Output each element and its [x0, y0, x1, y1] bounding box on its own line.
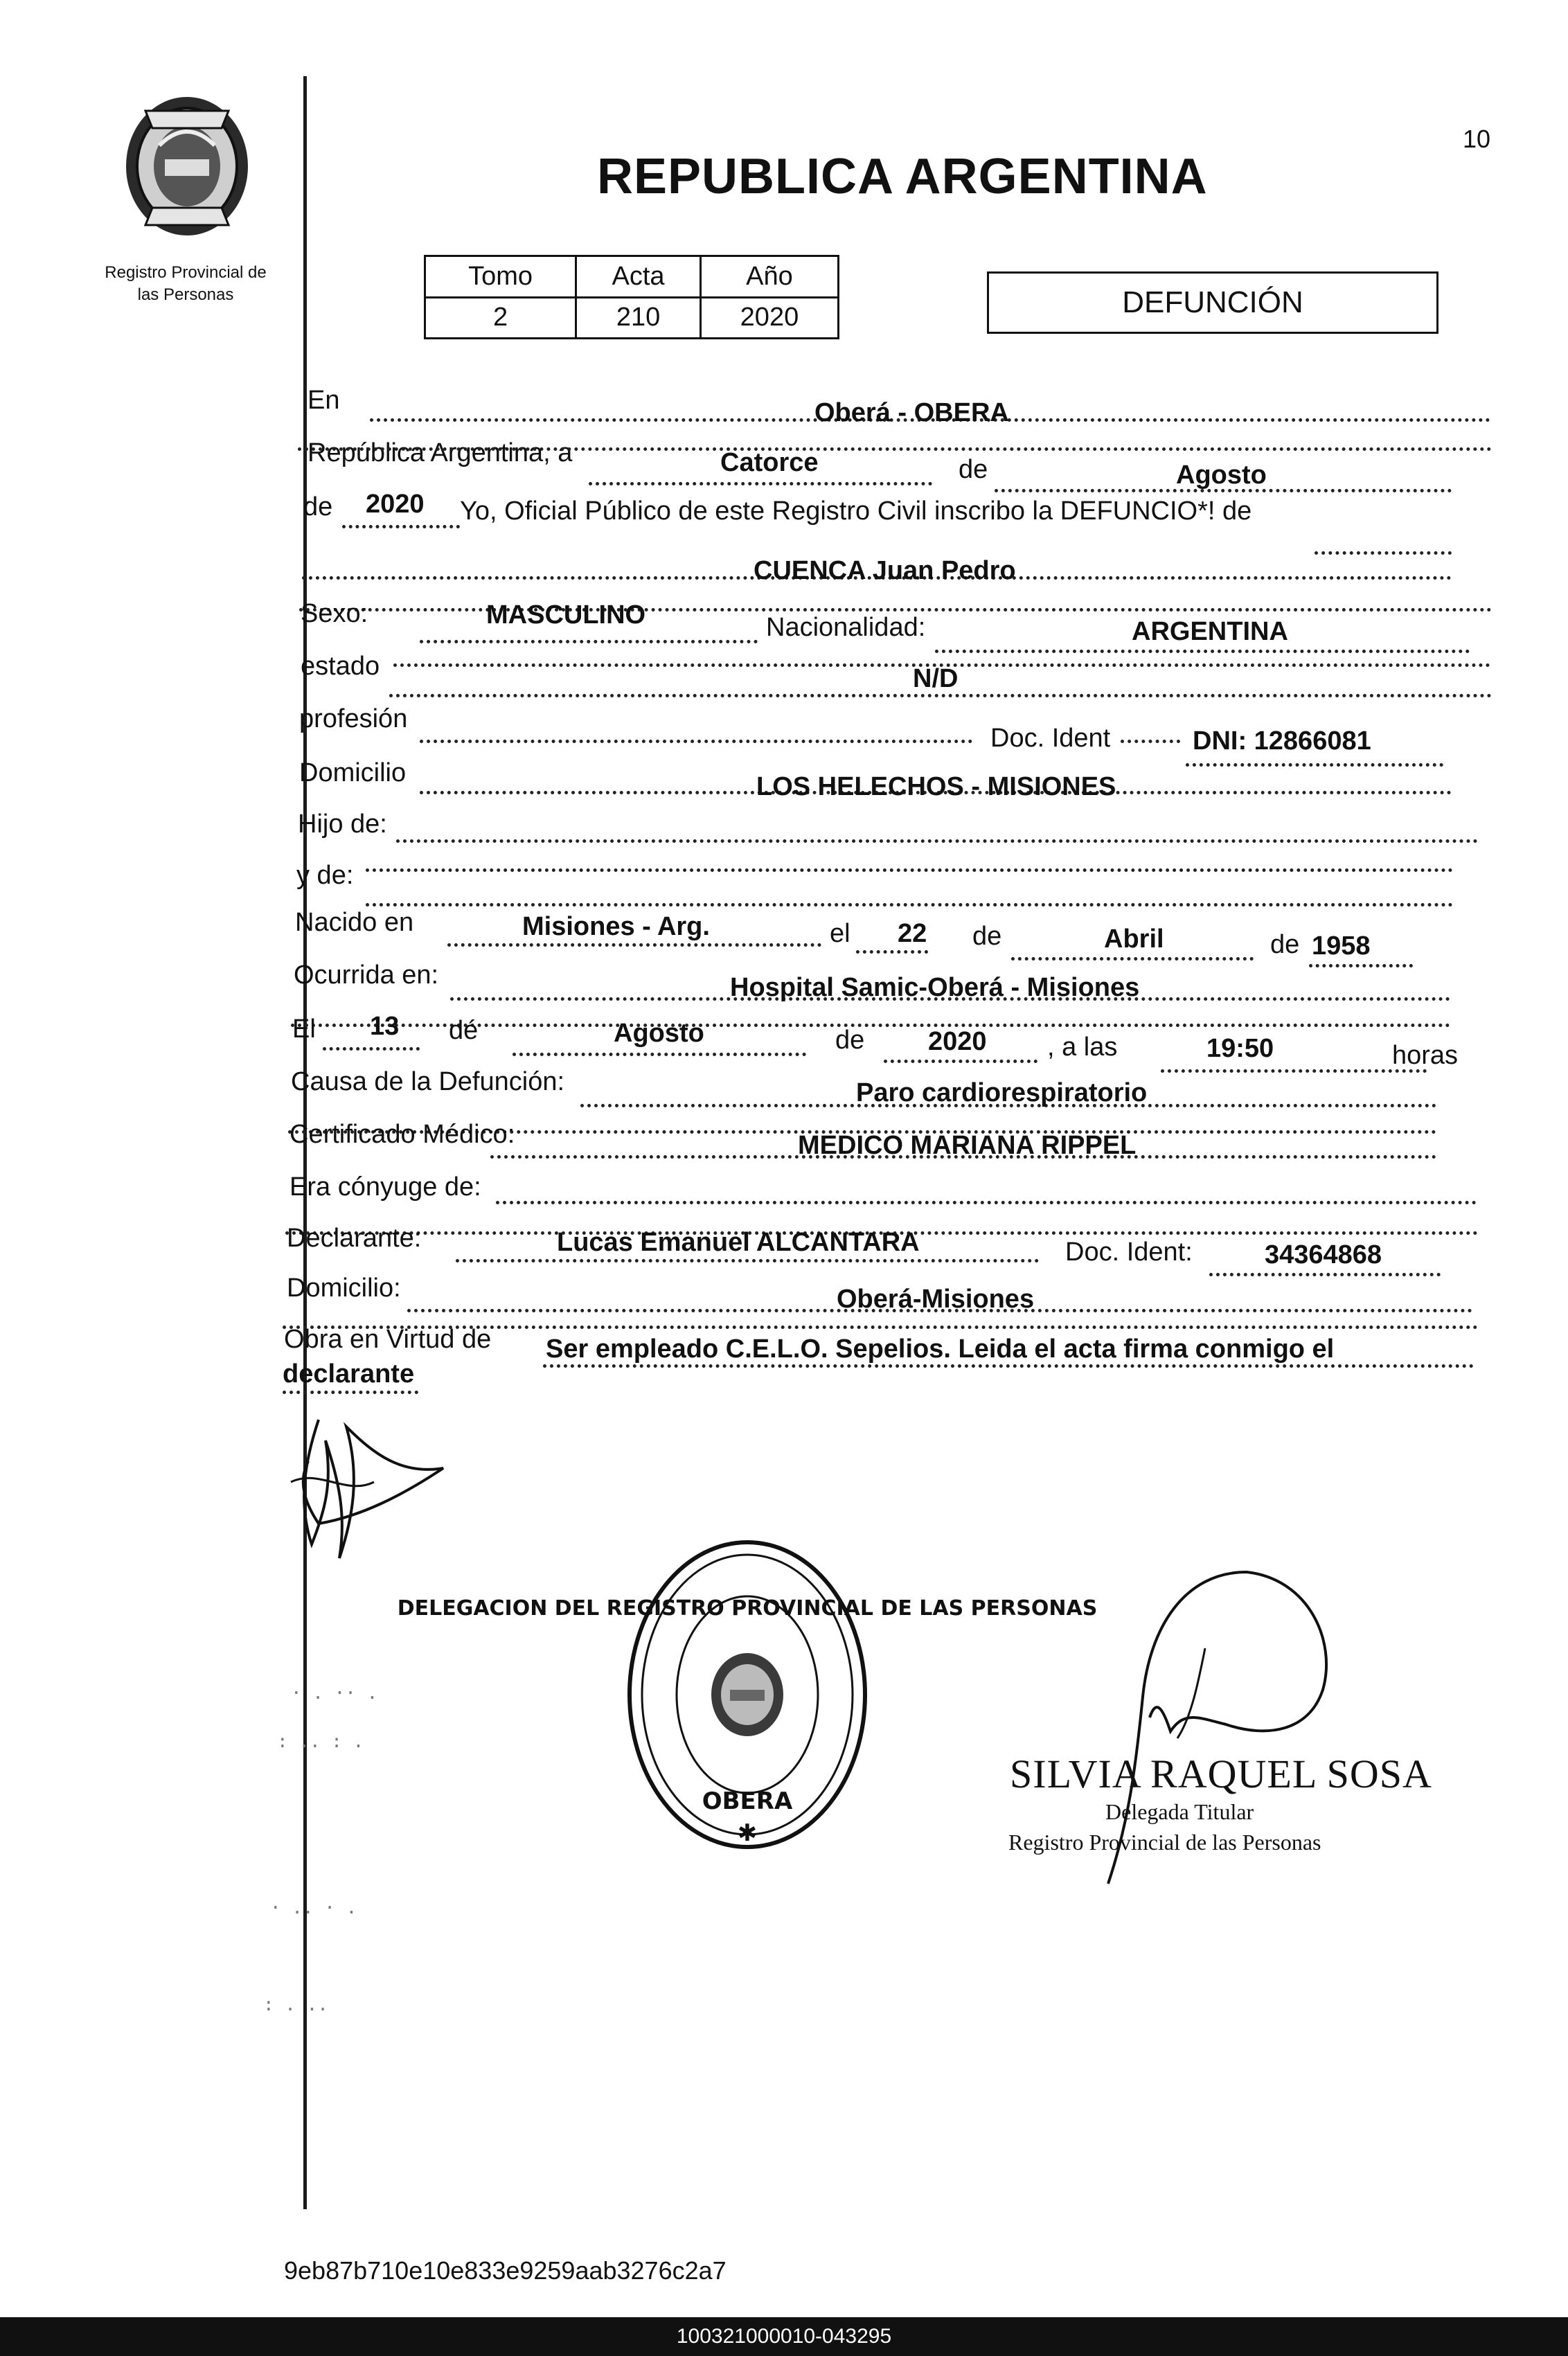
dotted-line	[420, 740, 972, 743]
death-year: 2020	[928, 1027, 987, 1056]
declarant-signature-icon	[277, 1399, 457, 1572]
record-header-anio: Año	[700, 256, 838, 298]
year-value: 2020	[366, 490, 425, 519]
margin-noise: · .. · .	[270, 1898, 357, 1918]
birth-day: 22	[898, 919, 927, 948]
province-emblem-icon	[118, 90, 256, 242]
certificado-value: MEDICO MARIANA RIPPEL	[798, 1131, 1137, 1160]
official-text: Yo, Oficial Público de este Registro Civil inscribo la DEFUNCIO*! de	[460, 497, 1252, 526]
page-title: REPUBLICA ARGENTINA	[597, 149, 1208, 204]
dotted-line	[513, 1053, 806, 1056]
seal-text-bottom: OBERA	[702, 1787, 793, 1815]
horas-label: horas	[1392, 1041, 1459, 1070]
el-label: el	[830, 919, 850, 948]
sexo-label: Sexo:	[301, 599, 368, 628]
death-month: Agosto	[614, 1019, 704, 1048]
docident-value: DNI: 12866081	[1193, 726, 1371, 756]
page-number: 10	[1463, 125, 1491, 153]
dotted-line	[589, 482, 932, 485]
estado-label: estado	[301, 652, 380, 681]
el-cap-label: El	[292, 1015, 316, 1044]
dotted-line	[323, 1047, 420, 1051]
barcode-strip	[0, 2317, 1568, 2356]
margin-noise: · . ·· .	[291, 1683, 378, 1704]
yde-label: y de:	[296, 861, 354, 890]
dotted-line	[299, 608, 1492, 612]
organization-line2: las Personas	[137, 285, 234, 304]
dotted-line	[1315, 551, 1452, 555]
dotted-line	[1209, 1273, 1441, 1276]
en-label: En	[308, 386, 340, 415]
dotted-line	[1309, 964, 1413, 967]
declarante-value: Lucas Emanuel ALCANTARA	[557, 1228, 920, 1257]
death-time: 19:50	[1206, 1034, 1274, 1063]
deceased-name: CUENCA Juan Pedro	[754, 556, 1016, 585]
dotted-line	[1186, 763, 1443, 767]
birth-year: 1958	[1312, 931, 1371, 961]
obra-label: Obra en Virtud de	[284, 1325, 492, 1354]
ocurrida-value: Hospital Samic-Oberá - Misiones	[730, 973, 1140, 1002]
de-label-2: de	[303, 492, 333, 521]
margin-noise: : . ..	[263, 1994, 328, 2015]
domicilio-value: LOS HELECHOS - MISIONES	[756, 772, 1116, 801]
dotted-line	[456, 1259, 1039, 1262]
svg-text:✱: ✱	[737, 1820, 758, 1846]
declarante-label: Declarante:	[287, 1224, 422, 1253]
dotted-line	[935, 650, 1470, 653]
record-header-acta: Acta	[576, 256, 701, 298]
document-hash: 9eb87b710e10e833e9259aab3276c2a7	[284, 2256, 727, 2285]
barcode-text: 100321000010-043295	[676, 2325, 892, 2348]
en-value: Oberá - OBERA	[814, 398, 1009, 427]
decl-domicilio-label: Domicilio:	[287, 1274, 401, 1303]
obra-value-2: declarante	[283, 1359, 415, 1389]
seal-text-top: DELEGACION DEL REGISTRO PROVINCIAL DE LAS PERSONAS	[397, 1596, 1098, 1621]
birth-month: Abril	[1104, 925, 1164, 954]
decl-doc-label: Doc. Ident:	[1065, 1238, 1193, 1267]
official-seal-icon	[397, 1532, 1098, 1857]
nacionalidad-value: ARGENTINA	[1132, 617, 1288, 646]
profesion-label: profesión	[299, 704, 408, 733]
dotted-line	[543, 1364, 1474, 1368]
decl-domicilio-value: Oberá-Misiones	[837, 1285, 1035, 1314]
month-value: Agosto	[1176, 461, 1267, 490]
dotted-line	[447, 943, 821, 947]
dotted-line	[1161, 1069, 1427, 1073]
ocurrida-label: Ocurrida en:	[294, 961, 439, 990]
death-day: 13	[370, 1012, 400, 1041]
dotted-line	[342, 525, 460, 528]
nacionalidad-label: Nacionalidad:	[766, 613, 926, 642]
record-type-box: DEFUNCIÓN	[987, 271, 1438, 334]
signatory-name: SILVIA RAQUEL SOSA	[1010, 1751, 1432, 1796]
record-value-acta: 210	[576, 297, 701, 339]
hijo-label: Hijo de:	[298, 810, 387, 839]
birth-de-label-2: de	[1270, 930, 1300, 959]
dotted-line	[366, 903, 1453, 907]
organization-line1: Registro Provincial de	[105, 263, 267, 282]
record-value-tomo: 2	[425, 297, 576, 339]
record-header-tomo: Tomo	[425, 256, 576, 298]
dotted-line	[496, 1201, 1477, 1204]
dotted-line	[366, 868, 1453, 872]
day-value: Catorce	[720, 448, 819, 477]
republica-label: República Argentina, a	[308, 438, 573, 467]
decl-doc-value: 34364868	[1265, 1240, 1382, 1269]
dotted-line	[396, 839, 1478, 843]
causa-label: Causa de la Defunción:	[291, 1067, 565, 1096]
organization-name	[82, 262, 289, 306]
signatory-organization: Registro Provincial de las Personas	[1008, 1830, 1321, 1855]
sexo-value: MASCULINO	[486, 600, 646, 630]
docident-label: Doc. Ident	[990, 724, 1111, 753]
dotted-line	[884, 1060, 1037, 1063]
obra-value: Ser empleado C.E.L.O. Sepelios. Leida el acta firma conmigo el	[546, 1335, 1335, 1364]
de-label: de	[959, 455, 988, 484]
record-value-anio: 2020	[700, 297, 838, 339]
dotted-line	[420, 640, 758, 643]
signatory-role: Delegada Titular	[1105, 1799, 1254, 1824]
dotted-line	[1011, 957, 1254, 961]
dotted-line	[1121, 740, 1180, 743]
alas-label: , a las	[1047, 1033, 1118, 1062]
certificado-label: Certificado Médico:	[289, 1120, 515, 1149]
causa-value: Paro cardiorespiratorio	[856, 1078, 1148, 1107]
margin-noise: : .. : .	[277, 1731, 364, 1752]
nacido-value: Misiones - Arg.	[522, 912, 710, 941]
birth-de-label: de	[972, 922, 1002, 951]
estado-value: N/D	[913, 664, 959, 693]
dotted-line	[856, 950, 928, 954]
record-box	[424, 255, 839, 339]
conyuge-label: Era cónyuge de:	[289, 1172, 481, 1202]
dotted-line	[389, 694, 1492, 697]
domicilio-label: Domicilio	[299, 758, 407, 787]
dotted-line	[283, 1391, 418, 1394]
death-de-label-2: de	[835, 1026, 865, 1055]
death-de-label: dé	[449, 1016, 479, 1045]
nacido-label: Nacido en	[295, 908, 414, 937]
dotted-line	[298, 447, 1492, 451]
